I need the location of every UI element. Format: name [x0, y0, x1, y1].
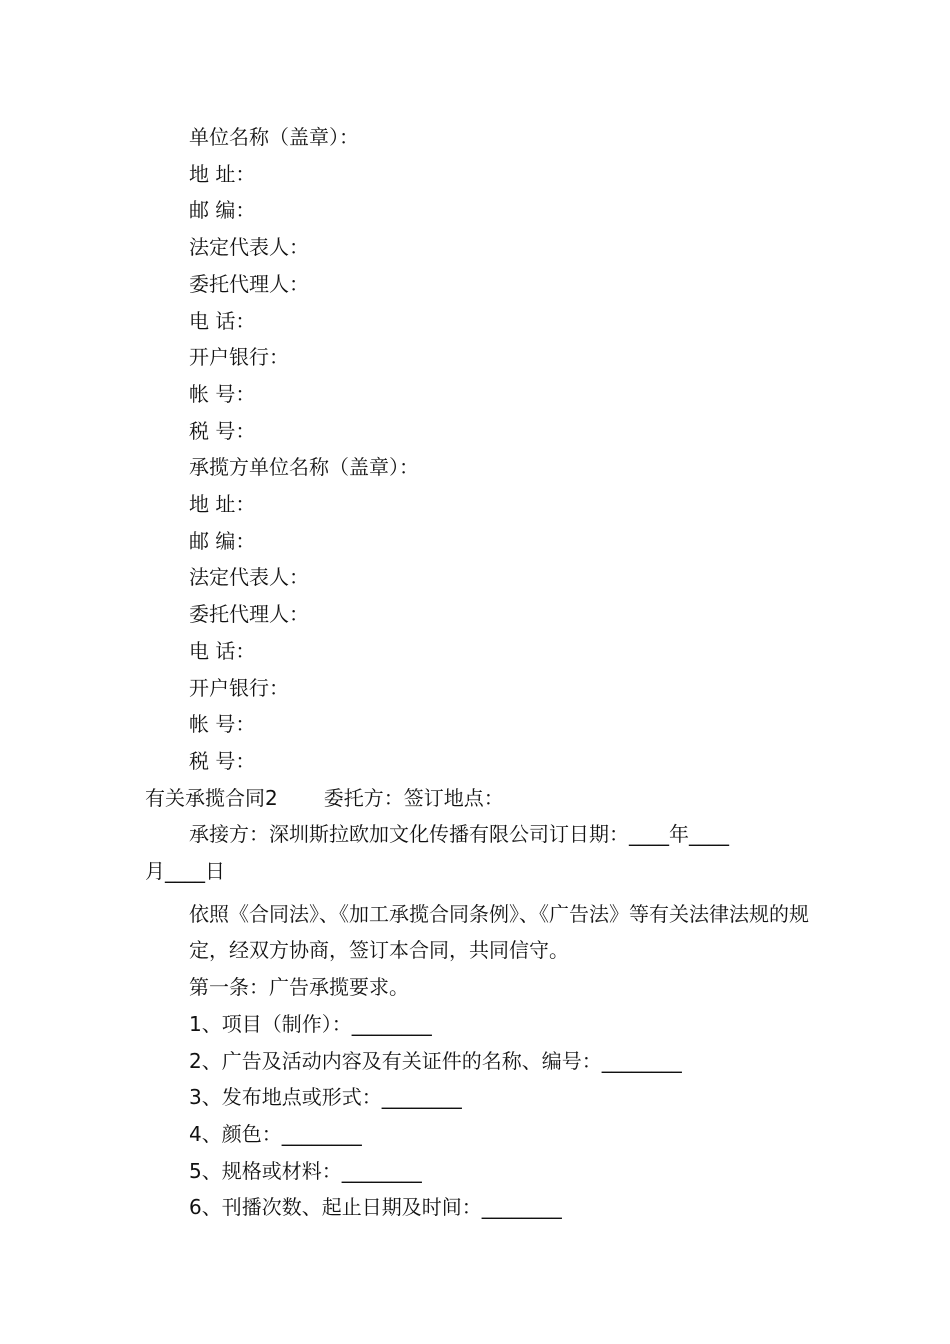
contractor-line: 承接方：深圳斯拉欧加文化传播有限公司订日期：____年____ [189, 822, 729, 847]
requirement-item: 6、刊播次数、起止日期及时间：________ [189, 1195, 562, 1220]
contract-basis-paragraph: 依照《合同法》、《加工承揽合同条例》、《广告法》等有关法律法规的规定，经双方协商，签订本合同，共同信守。 [189, 901, 809, 963]
party-a-tax-no: 税 号： [189, 418, 256, 443]
party-b-account: 帐 号： [189, 712, 256, 737]
party-a-legal-rep: 法定代表人： [189, 235, 309, 260]
party-b-postcode: 邮 编： [189, 528, 256, 553]
party-b-address: 地 址： [189, 492, 256, 517]
party-a-postcode: 邮 编： [189, 198, 256, 223]
requirement-item: 2、广告及活动内容及有关证件的名称、编号：________ [189, 1048, 682, 1073]
party-b-bank: 开户银行： [189, 675, 289, 700]
client-place-line: 委托方：签订地点： [323, 785, 504, 810]
contractor-date-line: 月____日 [145, 859, 225, 884]
requirement-item: 3、发布地点或形式：________ [189, 1085, 462, 1110]
document-body [145, 119, 815, 1226]
contract-heading-line [145, 780, 815, 817]
requirement-item: 4、颜色：________ [189, 1121, 362, 1146]
party-a-agent: 委托代理人： [189, 271, 309, 296]
party-b-tax-no: 税 号： [189, 748, 256, 773]
article-1-heading: 第一条：广告承揽要求。 [189, 975, 409, 1000]
party-b-agent: 委托代理人： [189, 602, 309, 627]
party-b-legal-rep: 法定代表人： [189, 565, 309, 590]
party-a-unit-name: 单位名称（盖章）： [189, 125, 359, 149]
party-a-account: 帐 号： [189, 381, 256, 406]
requirement-item: 5、规格或材料：________ [189, 1158, 422, 1183]
contract-heading: 有关承揽合同2 [145, 785, 278, 810]
party-a-phone: 电 话： [189, 308, 256, 333]
requirement-item: 1、项目（制作）：________ [189, 1011, 432, 1036]
party-b-phone: 电 话： [189, 638, 256, 663]
party-b-unit-name: 承揽方单位名称（盖章）： [189, 455, 419, 480]
party-a-bank: 开户银行： [189, 345, 289, 370]
party-a-address: 地 址： [189, 161, 256, 186]
